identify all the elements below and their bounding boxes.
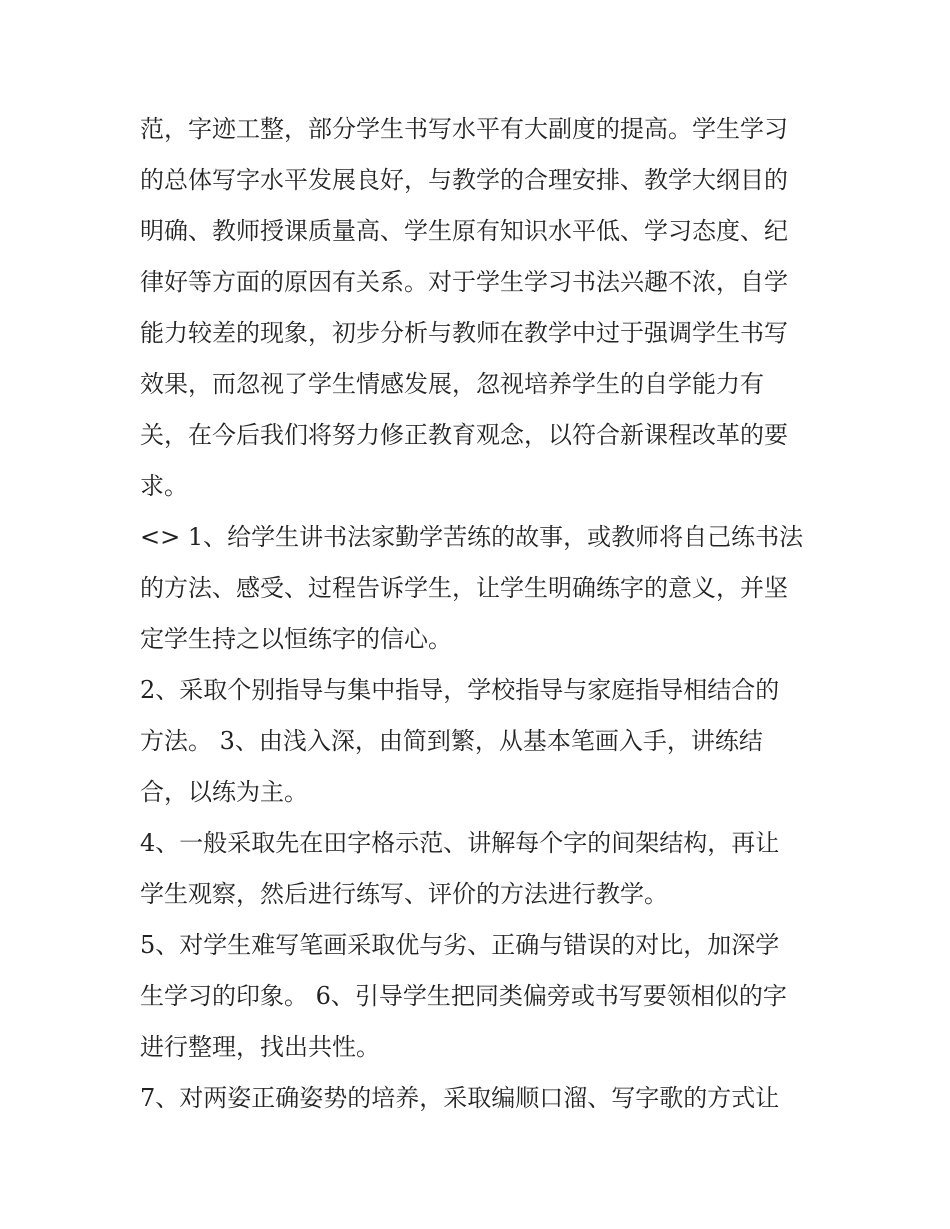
text-line: 的总体写字水平发展良好，与教学的合理安排、教学大纲目的: [140, 166, 788, 194]
text-line: <> 1、给学生讲书法家勤学苦练的故事，或教师将自己练书法: [140, 523, 804, 551]
text-line: 的方法、感受、过程告诉学生，让学生明确练字的意义，并坚: [140, 574, 788, 602]
text-line: 学生观察，然后进行练写、评价的方法进行教学。: [140, 880, 668, 908]
text-line: 效果，而忽视了学生情感发展，忽视培养学生的自学能力有: [140, 370, 764, 398]
text-line: 2、采取个别指导与集中指导，学校指导与家庭指导相结合的: [140, 676, 780, 704]
text-line: 求。: [140, 472, 188, 500]
text-line: 进行整理，找出共性。: [140, 1033, 380, 1061]
text-line: 方法。 3、由浅入深，由简到繁，从基本笔画入手，讲练结: [140, 727, 763, 755]
text-line: 律好等方面的原因有关系。对于学生学习书法兴趣不浓，自学: [140, 268, 788, 296]
document-body: [140, 104, 820, 1124]
text-line: 4、一般采取先在田字格示范、讲解每个字的间架结构，再让: [140, 829, 780, 857]
text-line: 关，在今后我们将努力修正教育观念，以符合新课程改革的要: [140, 421, 788, 449]
text-line: 范，字迹工整，部分学生书写水平有大副度的提高。学生学习: [140, 115, 788, 143]
text-line: 能力较差的现象，初步分析与教师在教学中过于强调学生书写: [140, 319, 788, 347]
text-line: 明确、教师授课质量高、学生原有知识水平低、学习态度、纪: [140, 217, 788, 245]
text-line: 5、对学生难写笔画采取优与劣、正确与错误的对比，加深学: [140, 931, 780, 959]
text-line: 合，以练为主。: [140, 778, 308, 806]
text-line: 生学习的印象。 6、引导学生把同类偏旁或书写要领相似的字: [140, 982, 787, 1010]
text-line: 定学生持之以恒练字的信心。: [140, 625, 452, 653]
text-line: 7、对两姿正确姿势的培养，采取编顺口溜、写字歌的方式让: [140, 1084, 780, 1112]
